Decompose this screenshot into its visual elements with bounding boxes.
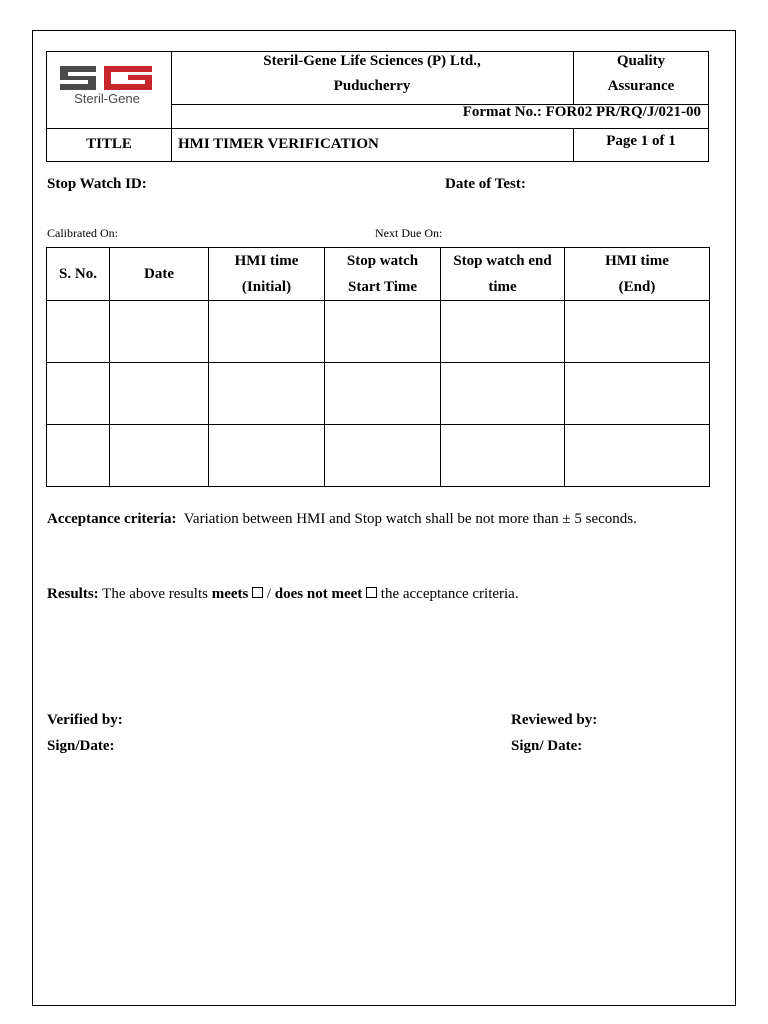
title-label: TITLE	[86, 136, 132, 152]
table-cell[interactable]	[325, 363, 441, 425]
results-statement	[47, 586, 519, 603]
col-header-sno: S. No.	[47, 248, 110, 301]
acceptance-criteria-text: Variation between HMI and Stop watch shall be not more than ± 5 seconds.	[183, 511, 637, 527]
col-header-hmi-end: HMI time (End)	[565, 248, 710, 301]
table-cell[interactable]	[209, 301, 325, 363]
company-location: Puducherry	[333, 78, 411, 94]
table-cell[interactable]	[565, 425, 710, 487]
results-label: Results:	[47, 586, 99, 602]
table-cell[interactable]	[441, 363, 565, 425]
table-row	[47, 425, 710, 487]
meets-option-label: meets	[211, 586, 249, 602]
sign-date-left-label: Sign/Date:	[47, 738, 115, 754]
table-cell[interactable]	[441, 301, 565, 363]
verified-by-label: Verified by:	[47, 712, 123, 728]
col-header-stopwatch-start: Stop watch Start Time	[325, 248, 441, 301]
table-cell[interactable]	[110, 301, 209, 363]
timer-verification-table	[46, 247, 710, 487]
calibrated-on-label: Calibrated On:	[47, 226, 118, 240]
table-row	[47, 301, 710, 363]
table-cell[interactable]	[565, 363, 710, 425]
stop-watch-id-label: Stop Watch ID:	[47, 176, 147, 192]
col-header-hmi-initial: HMI time (Initial)	[209, 248, 325, 301]
department-line2: Assurance	[607, 78, 675, 94]
col-header-date: Date	[110, 248, 209, 301]
acceptance-criteria-label: Acceptance criteria:	[47, 511, 177, 527]
table-row	[47, 363, 710, 425]
table-cell[interactable]	[47, 425, 110, 487]
table-cell[interactable]	[110, 425, 209, 487]
results-post-text: the acceptance criteria.	[380, 586, 519, 602]
next-due-on-label: Next Due On:	[375, 226, 443, 240]
table-cell[interactable]	[441, 425, 565, 487]
results-separator: /	[266, 586, 272, 602]
table-cell[interactable]	[209, 363, 325, 425]
format-number: Format No.: FOR02 PR/RQ/J/021-00	[462, 104, 701, 120]
table-cell[interactable]	[565, 301, 710, 363]
department-line1: Quality	[616, 53, 666, 69]
company-logo	[56, 62, 158, 108]
table-cell[interactable]	[325, 301, 441, 363]
logo-text: Steril-Gene	[74, 91, 140, 106]
table-cell[interactable]	[110, 363, 209, 425]
table-header-row	[47, 248, 710, 301]
meets-checkbox[interactable]	[252, 587, 263, 598]
does-not-meet-checkbox[interactable]	[366, 587, 377, 598]
col-header-stopwatch-end: Stop watch end time	[441, 248, 565, 301]
table-cell[interactable]	[209, 425, 325, 487]
page-info: Page 1 of 1	[606, 133, 676, 149]
reviewed-by-label: Reviewed by:	[511, 712, 598, 728]
acceptance-criteria	[47, 511, 637, 528]
table-cell[interactable]	[47, 363, 110, 425]
table-cell[interactable]	[47, 301, 110, 363]
results-pre-text: The above results	[102, 586, 208, 602]
table-cell[interactable]	[325, 425, 441, 487]
date-of-test-label: Date of Test:	[445, 176, 526, 192]
does-not-meet-option-label: does not meet	[274, 586, 363, 602]
document-title: HMI TIMER VERIFICATION	[178, 136, 379, 152]
company-name: Steril-Gene Life Sciences (P) Ltd.,	[263, 53, 481, 69]
sign-date-right-label: Sign/ Date:	[511, 738, 583, 754]
